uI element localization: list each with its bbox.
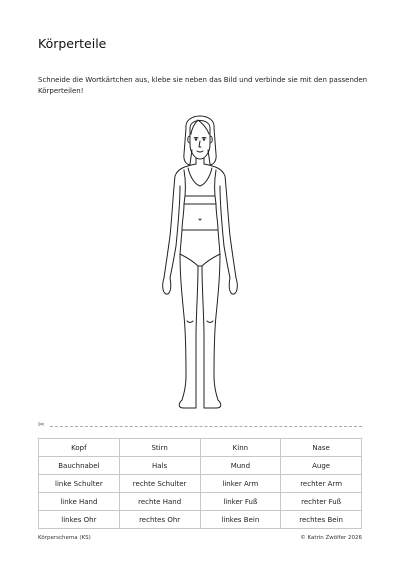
word-card[interactable]: Nase [281,439,362,457]
footer-left-text: Körperschema (KS) [38,535,91,541]
word-card[interactable]: Stirn [119,439,200,457]
instructions-text: Schneide die Wortkärtchen aus, klebe sie neben das Bild und verbinde sie mit den passenden Körperteilen! [38,76,368,95]
word-cards-row [39,493,362,511]
word-card[interactable]: linker Arm [200,475,281,493]
word-card[interactable]: linkes Ohr [39,511,120,529]
word-card[interactable]: rechte Schulter [119,475,200,493]
word-card[interactable]: linke Hand [39,493,120,511]
word-cards-row [39,475,362,493]
word-card[interactable]: rechtes Bein [281,511,362,529]
word-card[interactable]: rechter Fuß [281,493,362,511]
word-card[interactable]: Mund [200,457,281,475]
word-cards-table [38,438,362,529]
body-outline-illustration [140,106,260,416]
cut-line [38,421,362,431]
word-card[interactable]: rechte Hand [119,493,200,511]
word-card[interactable]: rechter Arm [281,475,362,493]
word-cards-row [39,439,362,457]
word-card[interactable]: Auge [281,457,362,475]
word-card[interactable]: linke Schulter [39,475,120,493]
word-card[interactable]: linker Fuß [200,493,281,511]
page-title: Körperteile [38,36,107,51]
body-figure [140,106,260,416]
word-card[interactable]: Kopf [39,439,120,457]
word-card[interactable]: Hals [119,457,200,475]
word-cards-row [39,457,362,475]
footer-copyright: © Katrin Zwölfer 2026 [300,535,362,541]
scissors-icon: ✂ [38,420,45,429]
word-cards-row [39,511,362,529]
word-card[interactable]: Bauchnabel [39,457,120,475]
word-card[interactable]: linkes Bein [200,511,281,529]
dashed-cut-guide [50,426,362,427]
word-card[interactable]: rechtes Ohr [119,511,200,529]
word-card[interactable]: Kinn [200,439,281,457]
